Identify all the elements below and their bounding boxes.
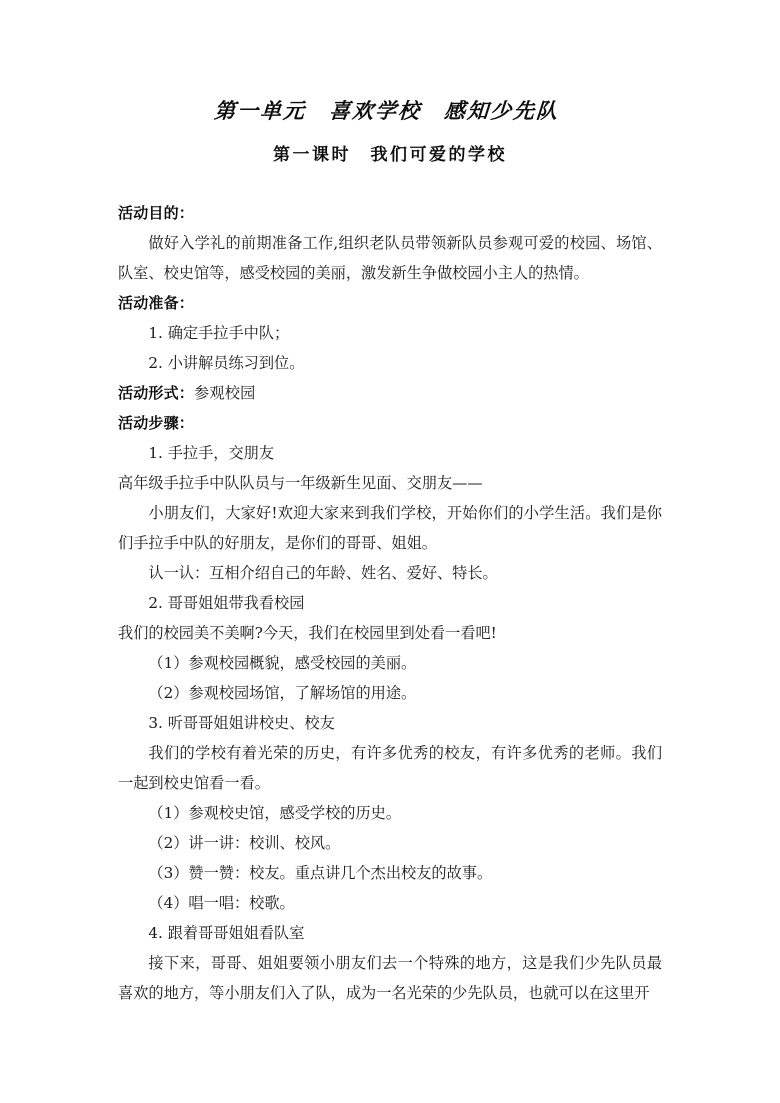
document-body (118, 0, 662, 1008)
list-item-preparation-2: 2. 小讲解员练习到位。 (148, 354, 305, 372)
heading-activity-format (118, 378, 662, 408)
page-title: 第一单元 喜欢学校 感知少先队 (213, 98, 561, 123)
page-subtitle: 第一课时 我们可爱的学校 (273, 145, 507, 165)
step-3-item-4: （4）唱一唱：校歌。 (148, 894, 295, 912)
heading-activity-format-label: 活动形式： (118, 384, 195, 402)
step-1-line-1: 高年级手拉手中队队员与一年级新生见面、交朋友—— (118, 474, 483, 492)
step-2-item-2: （2）参观校园场馆，了解场馆的用途。 (148, 684, 417, 702)
step-3-item-3: （3）赞一赞：校友。重点讲几个杰出校友的故事。 (148, 864, 493, 882)
step-1-title: 1. 手拉手，交朋友 (148, 444, 275, 462)
heading-activity-preparation: 活动准备： (118, 294, 195, 312)
step-2-line-1: 我们的校园美不美啊?今天，我们在校园里到处看一看吧! (118, 624, 497, 642)
heading-activity-objective: 活动目的： (118, 204, 195, 222)
step-2-title: 2. 哥哥姐姐带我看校园 (148, 594, 305, 612)
step-1-line-2: 小朋友们，大家好!欢迎大家来到我们学校，开始你们的小学生活。我们是你们手拉手中队的好朋友，是你们的哥哥、姐姐。 (118, 504, 662, 552)
step-4-line-1: 接下来，哥哥、姐姐要领小朋友们去一个特殊的地方，这是我们少先队员最喜欢的地方，等小朋友们入了队，成为一名光荣的少先队员，也就可以在这里开 (118, 954, 662, 1002)
step-2-item-1: （1）参观校园概貌，感受校园的美丽。 (148, 654, 417, 672)
step-1-line-3: 认一认：互相介绍自己的年龄、姓名、爱好、特长。 (148, 564, 498, 582)
step-3-line-1: 我们的学校有着光荣的历史，有许多优秀的校友，有许多优秀的老师。我们一起到校史馆看一看。 (118, 744, 662, 792)
step-3-title: 3. 听哥哥姐姐讲校史、校友 (148, 714, 335, 732)
step-3-item-1: （1）参观校史馆，感受学校的历史。 (148, 804, 402, 822)
heading-activity-steps: 活动步骤： (118, 414, 195, 432)
step-3-item-2: （2）讲一讲：校训、校风。 (148, 834, 341, 852)
heading-activity-format-value: 参观校园 (194, 384, 256, 402)
step-4-title: 4. 跟着哥哥姐姐看队室 (148, 924, 305, 942)
list-item-preparation-1: 1. 确定手拉手中队； (148, 324, 290, 342)
paragraph-activity-objective: 做好入学礼的前期准备工作,组织老队员带领新队员参观可爱的校园、场馆、队室、校史馆等，感受校园的美丽，激发新生争做校园小主人的热情。 (118, 234, 662, 282)
